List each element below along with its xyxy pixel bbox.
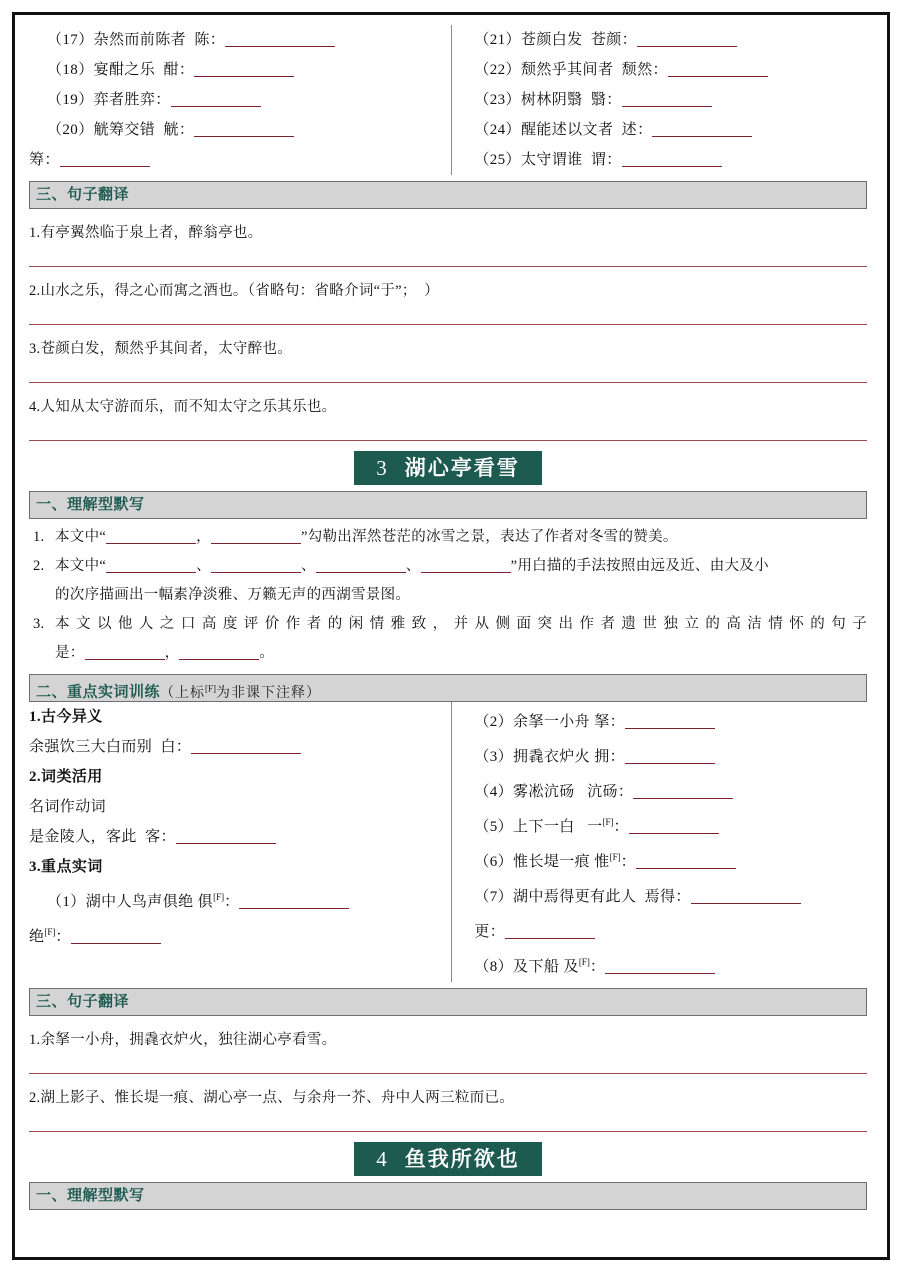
vocab-phrase: 颓然乎其间者 [520,62,614,78]
answer-blank[interactable] [194,123,294,137]
answer-blank[interactable] [629,820,719,834]
answer-blank[interactable] [191,740,301,754]
vocab-row [29,917,443,952]
recitation-line2-suffix: 。 [259,645,275,661]
vocab-phrase: 及下船 [513,959,560,975]
vocab-key-colon: ： [609,714,626,730]
vocab-row [474,772,867,807]
vocab-num: （20） [47,122,94,138]
vocab-row [474,842,867,877]
answer-blank[interactable] [691,890,801,904]
vocab-num: （7） [474,889,514,905]
answer-blank[interactable] [652,123,752,137]
vocab-row [474,702,867,737]
vocab-phrase: 杂然而前陈者 [93,32,187,48]
section-header-vocab-3 [29,674,867,702]
vocab-phrase: 湖中焉得更有此人 [513,889,637,905]
section-header-note [160,683,322,701]
recitation-number: 3. [33,616,45,632]
vocab-key: 酣： [163,62,195,78]
vocab-num: （8） [474,959,514,975]
section-header-translation-1 [29,181,867,209]
recitation-prefix: 本文以他人之口高度评价作者的闲情雅致，并从侧面突出作者遗世独立的高洁情怀的句子 [55,616,867,632]
note-superscript: [F] [205,683,217,693]
vocab-phrase: 是金陵人，客此 [29,829,137,845]
vocab-table-3 [29,702,867,982]
vocab-key: 颓然： [621,62,668,78]
recitation-line2 [55,639,867,668]
vocab-phrase: 湖中人鸟声俱绝 [85,894,194,910]
vocab-phrase: 雾凇沆砀 [513,784,575,800]
answer-blank[interactable] [211,559,301,573]
vocab-phrase: 苍颜白发 [520,32,583,48]
vocab-key-colon: ： [620,854,637,870]
vocab-row [474,145,867,175]
vocab-row [29,145,443,175]
translation-item [29,396,867,441]
vocab-num: （21） [474,32,521,48]
answer-blank[interactable] [179,646,259,660]
recitation-item [29,523,867,552]
translation-sentence: 1.余拏一小舟，拥毳衣炉火，独往湖心亭看雪。 [29,1032,337,1048]
vocab-key-colon: ： [617,784,634,800]
answer-blank[interactable] [225,33,335,47]
vocab-phrase: 宴酣之乐 [93,62,156,78]
lesson-title: 湖心亭看雪 [404,456,520,480]
translation-sentence: 1.有亭翼然临于泉上者，醉翁亭也。 [29,225,263,241]
answer-rule[interactable] [29,382,867,383]
recitation-line2-prefix: 是： [55,645,85,661]
answer-rule[interactable] [29,440,867,441]
vocab-row [29,25,443,55]
vocab-num: （23） [474,92,521,108]
translation-sentence: 4.人知从太守游而乐，而不知太守之乐其乐也。 [29,399,337,415]
vocab-key: 白： [160,739,192,755]
section-header-label: 三、句子翻译 [36,993,130,1010]
recitation-number: 1. [33,529,45,545]
vocab-subheading: 3.重点实词 [29,859,103,875]
answer-blank[interactable] [636,855,736,869]
vocab-num: （24） [474,122,521,138]
vocab-phrase: 余强饮三大白而别 [29,739,153,755]
vocab-key: 拥 [594,749,610,765]
vocab-key-colon: ： [489,924,506,940]
vocab-key: 客： [145,829,176,845]
vocab-column-left [29,702,451,982]
vocab-num: （3） [474,749,514,765]
vocab-row [474,115,867,145]
vocab-key-superscript: [F] [213,892,225,902]
lesson-banner-wrap-4 [29,1142,867,1176]
vocab-key-superscript: [F] [578,957,590,967]
recitation-list-3 [29,523,867,668]
vocab-phrase: 太守谓谁 [520,152,583,168]
lesson-number: 3 [376,456,389,480]
translation-sentence: 2.山水之乐，得之心而寓之酒也。（省略句：省略介词“于”； ） [29,283,440,299]
vocab-table-continued [29,25,867,175]
vocab-row [474,85,867,115]
answer-blank[interactable] [625,715,715,729]
recitation-text [55,610,867,668]
lesson-title-banner-3 [354,451,542,485]
vocab-column-right [451,25,867,175]
vocab-row [474,912,867,947]
answer-blank[interactable] [60,153,150,167]
vocab-column-left [29,25,451,175]
recitation-text: 本文中“ 、 、 、 ”用白描的手法按照由远及近、由大及小 的次序描画出一幅素净淡雅、万籁无声的西湖雪景图。 [55,552,867,610]
vocab-row [29,882,443,917]
vocab-key: 苍颜： [590,32,638,48]
vocab-row [29,85,443,115]
answer-blank[interactable] [71,930,161,944]
answer-blank[interactable] [505,925,595,939]
vocab-row [29,732,443,762]
vocab-num: （22） [474,62,521,78]
answer-blank[interactable] [316,559,406,573]
vocab-key: 述： [621,122,653,138]
section-header-label: 一、理解型默写 [36,496,145,513]
vocab-key: 陈： [194,32,226,48]
vocab-subheading: 2.词类活用 [29,769,103,785]
answer-blank[interactable] [668,63,768,77]
answer-blank[interactable] [622,153,722,167]
recitation-middle: ， [196,529,211,545]
recitation-item [29,610,867,668]
vocab-phrase: 上下一白 [513,819,575,835]
vocab-num: （25） [474,152,521,168]
vocab-subheading: 1.古今异义 [29,709,103,725]
vocab-num: （19） [47,92,94,108]
vocab-phrase: 树林阴翳 [520,92,583,108]
recitation-line2-middle: ， [164,645,180,661]
vocab-row [474,947,867,982]
recitation-prefix: 本文中“ [55,529,107,545]
answer-blank[interactable] [176,830,276,844]
vocab-key-colon: ： [224,894,240,910]
vocab-key: 弈： [139,92,171,108]
vocab-key: 一 [587,819,603,835]
answer-blank[interactable] [106,559,196,573]
vocab-subtype: 名词作动词 [29,799,107,815]
vocab-row [29,55,443,85]
answer-blank[interactable] [85,646,165,660]
vocab-key-colon: ： [609,749,626,765]
vocab-key-colon: ： [675,889,691,905]
vocab-key: 绝 [29,929,45,945]
vocab-key: 拏 [594,714,610,730]
vocab-phrase: 弈者胜 [93,92,140,108]
translation-item [29,338,867,383]
vocab-key: 筹： [29,152,60,168]
answer-blank[interactable] [605,960,715,974]
section-header-label: 一、理解型默写 [36,1187,145,1204]
worksheet-page [12,12,890,1260]
vocab-key: 觥： [163,122,195,138]
lesson-title: 鱼我所欲也 [404,1147,520,1171]
vocab-num: （1） [47,894,86,910]
vocab-key-colon: ： [613,819,629,835]
translation-item [29,280,867,325]
vocab-key-superscript: [F] [602,817,614,827]
vocab-key: 焉得 [644,889,676,905]
answer-blank[interactable] [171,93,261,107]
vocab-key: 及 [563,959,579,975]
recitation-number: 2. [33,558,45,574]
vocab-row [29,822,443,852]
note-suffix: 为非课下注释） [216,685,322,701]
vocab-num: （6） [474,854,514,870]
answer-rule[interactable] [29,266,867,267]
vocab-key-colon: ： [55,929,71,945]
note-prefix: （上标 [160,685,206,701]
vocab-row [474,877,867,912]
answer-blank[interactable] [633,785,733,799]
page-content [29,25,867,1210]
section-header-label: 三、句子翻译 [36,186,130,203]
vocab-num: （4） [474,784,514,800]
recitation-item [29,552,867,610]
vocab-key: 翳： [590,92,622,108]
vocab-key-colon: ： [589,959,606,975]
answer-rule[interactable] [29,1073,867,1074]
answer-blank[interactable] [622,93,712,107]
vocab-row [474,737,867,772]
vocab-key-superscript: [F] [609,852,621,862]
vocab-phrase: 余拏一小舟 [513,714,591,730]
vocab-phrase: 觥筹交错 [93,122,156,138]
vocab-row [29,115,443,145]
answer-rule[interactable] [29,1131,867,1132]
recitation-prefix: 本文中“ [55,558,107,574]
answer-blank[interactable] [239,895,349,909]
lesson-title-banner-4 [354,1142,542,1176]
recitation-line2: 的次序描画出一幅素净淡雅、万籁无声的西湖雪景图。 [55,587,411,603]
recitation-text [55,523,867,552]
translation-sentence: 2.湖上影子、惟长堤一痕、湖心亭一点、与余舟一芥、舟中人两三粒而已。 [29,1090,515,1106]
recitation-suffix: ”用白描的手法按照由远及近、由大及小 [510,558,769,574]
vocab-phrase: 醒能述以文者 [520,122,614,138]
answer-blank[interactable] [211,530,301,544]
vocab-row [474,25,867,55]
answer-blank[interactable] [106,530,196,544]
vocab-row [474,55,867,85]
answer-blank[interactable] [637,33,737,47]
vocab-phrase: 拥毳衣炉火 [513,749,591,765]
section-header-label: 二、重点实词训练 [36,683,161,701]
vocab-key: 沆砀 [587,784,618,800]
section-header-translation-2 [29,988,867,1016]
translation-item [29,1087,867,1132]
vocab-row [474,807,867,842]
section-header-recitation-3 [29,491,867,519]
answer-blank[interactable] [625,750,715,764]
answer-blank[interactable] [194,63,294,77]
answer-rule[interactable] [29,324,867,325]
vocab-key: 俱 [197,894,214,910]
translation-item [29,222,867,267]
vocab-key: 更 [474,924,490,940]
answer-blank[interactable] [421,559,511,573]
vocab-phrase: 惟长堤一痕 [513,854,591,870]
vocab-key-superscript: [F] [44,927,56,937]
lesson-number: 4 [376,1147,389,1171]
vocab-column-right [451,702,867,982]
translation-sentence: 3.苍颜白发，颓然乎其间者，太守醉也。 [29,341,293,357]
vocab-key: 惟 [594,854,610,870]
vocab-key: 谓： [590,152,622,168]
lesson-banner-wrap-3 [29,451,867,485]
translation-item [29,1029,867,1074]
vocab-num: （5） [474,819,514,835]
recitation-suffix: ”勾勒出浑然苍茫的冰雪之景，表达了作者对冬雪的赞美。 [300,529,678,545]
vocab-num: （2） [474,714,514,730]
section-header-recitation-4 [29,1182,867,1210]
vocab-num: （17） [47,32,94,48]
vocab-num: （18） [47,62,94,78]
